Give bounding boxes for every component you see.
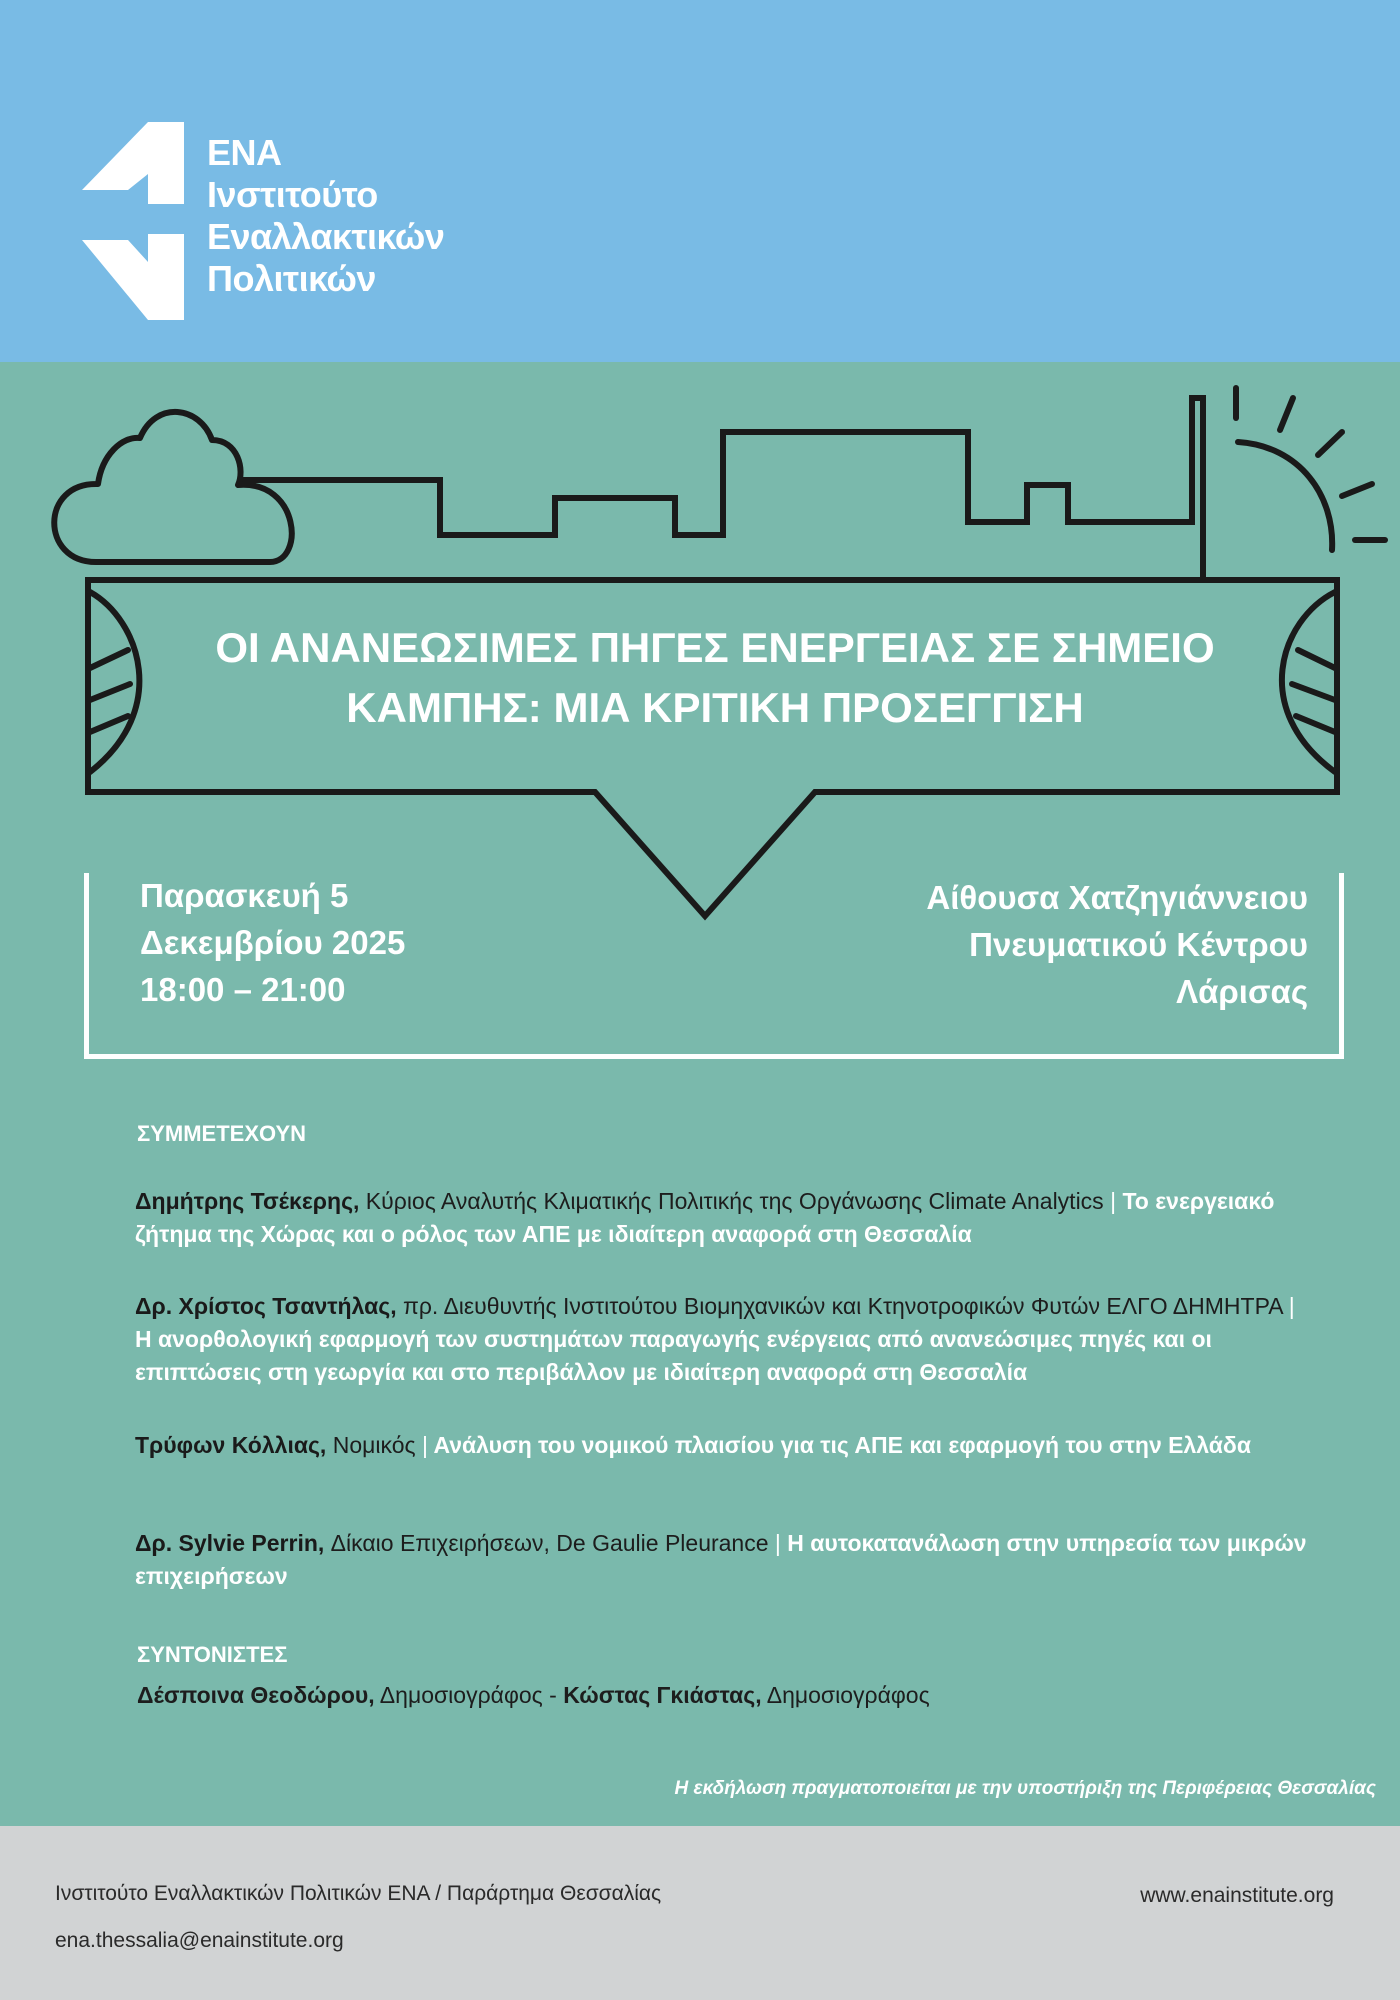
event-title [150, 618, 1280, 738]
participant-role: Δίκαιο Επιχειρήσεων, De Gaulie Pleurance [324, 1530, 775, 1556]
venue-line-2: Πνευματικού Κέντρου [969, 926, 1308, 963]
participant-topic: Η ανορθολογική εφαρμογή των συστημάτων παραγωγής ενέργειας από ανανεώσιμες πηγές και οι επιπτώσεις στη γεωργία και στο περιβάλλον με ιδιαίτερη αναφορά στη Θεσσαλία [135, 1326, 1212, 1385]
participant-item [135, 1429, 1315, 1462]
skyline-line [242, 398, 1203, 580]
date-block [140, 872, 405, 1013]
participant-item [135, 1290, 1315, 1389]
support-note: Η εκδήλωση πραγματοποιείται με την υποστήριξη της Περιφέρειας Θεσσαλίας [674, 1778, 1376, 1799]
logo-line-2: Ινστιτούτο [207, 174, 378, 215]
participant-name: Τρύφων Κόλλιας, [135, 1432, 327, 1458]
moderator-role: Δημοσιογράφος - [374, 1682, 564, 1708]
separator: | [1110, 1188, 1117, 1214]
participant-role: πρ. Διευθυντής Ινστιτούτου Βιομηχανικών και Κτηνοτροφικών Φυτών ΕΛΓΟ ΔΗΜΗΤΡΑ [396, 1293, 1289, 1319]
moderator-name: Δέσποινα Θεοδώρου, [137, 1682, 375, 1708]
separator: | [421, 1432, 428, 1458]
moderators-heading: ΣΥΝΤΟΝΙΣΤΕΣ [137, 1642, 288, 1667]
title-line-1: ΟΙ ΑΝΑΝΕΩΣΙΜΕΣ ΠΗΓΕΣ ΕΝΕΡΓΕΙΑΣ ΣΕ ΣΗΜΕΙΟ [215, 624, 1215, 671]
footer-website-link[interactable]: www.enainstitute.org [1140, 1884, 1334, 1907]
date-line-2: Δεκεμβρίου 2025 [140, 924, 406, 961]
participant-topic: Η αυτοκατανάλωση στην υπηρεσία των μικρών επιχειρήσεων [135, 1530, 1307, 1589]
leaf-right-icon [1282, 592, 1335, 772]
date-line-1: Παρασκευή 5 [140, 877, 349, 914]
header-band [0, 0, 1400, 362]
participant-role: Νομικός [326, 1432, 422, 1458]
moderators-line [137, 1682, 930, 1709]
participant-topic: Το ενεργειακό ζήτημα της Χώρας και ο ρόλος των ΑΠΕ με ιδιαίτερη αναφορά στη Θεσσαλία [135, 1188, 1275, 1247]
participant-role: Κύριος Αναλυτής Κλιματικής Πολιτικής της Οργάνωσης Climate Analytics [359, 1188, 1111, 1214]
separator: | [774, 1530, 781, 1556]
moderator-name: Κώστας Γκιάστας, [563, 1682, 762, 1708]
separator: | [1288, 1293, 1295, 1319]
sun-icon [1236, 388, 1385, 550]
participants-heading: ΣΥΜΜΕΤΕΧΟΥΝ [137, 1121, 307, 1146]
participant-name: Δημήτρης Τσέκερης, [135, 1188, 360, 1214]
title-line-2: ΚΑΜΠΗΣ: ΜΙΑ ΚΡΙΤΙΚΗ ΠΡΟΣΕΓΓΙΣΗ [346, 684, 1084, 731]
participant-item [135, 1527, 1315, 1593]
participant-name: Δρ. Χρίστος Τσαντήλας, [135, 1293, 397, 1319]
footer [0, 1826, 1400, 2000]
moderator-role: Δημοσιογράφος [761, 1682, 930, 1708]
participant-topic: Ανάλυση του νομικού πλαισίου για τις ΑΠΕ και εφαρμογή του στην Ελλάδα [427, 1432, 1252, 1458]
footer-email-link[interactable]: ena.thessalia@enainstitute.org [55, 1929, 344, 1952]
venue-block [926, 874, 1308, 1015]
participant-name: Δρ. Sylvie Perrin, [135, 1530, 325, 1556]
logo-mark-icon [82, 122, 192, 322]
participant-item [135, 1185, 1315, 1251]
footer-org: Ινστιτούτο Εναλλακτικών Πολιτικών ΕΝΑ / Παράρτημα Θεσσαλίας [55, 1882, 662, 1905]
cloud-icon [54, 412, 291, 562]
logo-line-3: Εναλλακτικών [207, 216, 445, 257]
leaf-left-icon [90, 592, 139, 772]
time-text: 18:00 – 21:00 [140, 971, 346, 1008]
venue-line-1: Αίθουσα Χατζηγιάννειου [926, 879, 1308, 916]
logo-line-1: ΕΝΑ [207, 132, 282, 173]
logo-text [207, 132, 444, 300]
logo-line-4: Πολιτικών [207, 258, 376, 299]
venue-line-3: Λάρισας [1176, 973, 1308, 1010]
